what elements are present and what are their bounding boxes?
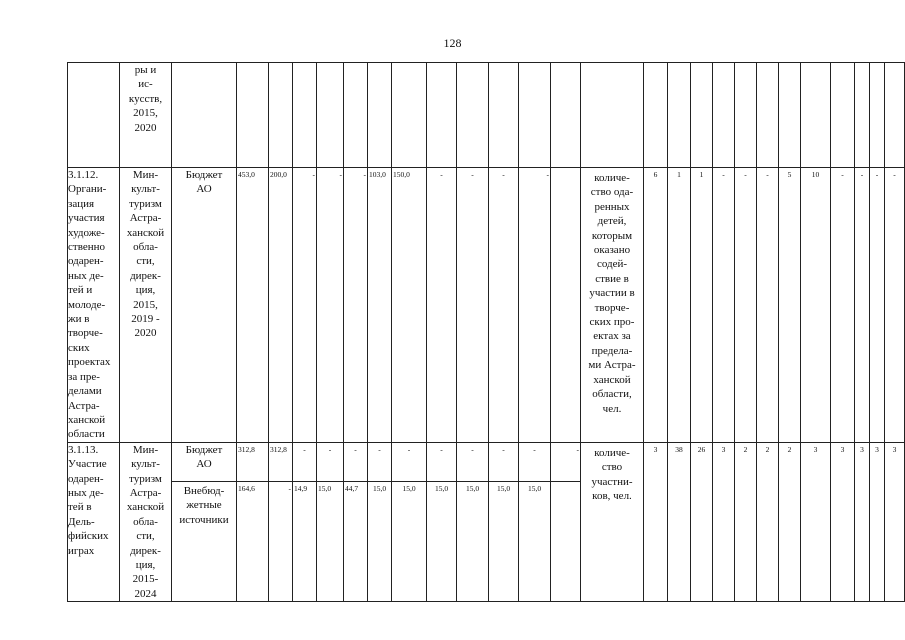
fin-value: - 44,7 [344, 442, 368, 601]
fin-cell [427, 63, 457, 168]
target-cell [779, 63, 801, 168]
fin-cell [368, 63, 392, 168]
program-table [67, 62, 905, 602]
table-row [68, 168, 905, 443]
measure-code-cell: 3.1.13. Участие одарен- ных де- тей в Дель- фийских играх [68, 442, 120, 601]
indicator-cell: количе- ство ода- ренных детей, которым оказано содей- ствие в участии в творче- ских про- ектах за предела- ми Астра- ханской области, чел. [581, 168, 644, 443]
fin-value: - 15,0 [368, 442, 392, 601]
target-cell [885, 63, 905, 168]
executor-cell: Мин- культ- туризм Астра- ханской обла- сти, дирек- ция, 2015, 2019 - 2020 [120, 168, 172, 443]
fin-value: - 15,0 [317, 442, 344, 601]
fin-cell [293, 63, 317, 168]
target-value: - [757, 168, 779, 443]
fin-value: 312,8 - [269, 442, 293, 601]
target-value: 3 [855, 442, 870, 601]
target-value: 3 [831, 442, 855, 601]
target-value: - [831, 168, 855, 443]
fin-value: - 15,0 [457, 442, 489, 601]
fin-value: - [457, 168, 489, 443]
target-cell [691, 63, 713, 168]
source-cell [172, 63, 237, 168]
target-cell [831, 63, 855, 168]
fin-value: 150,0 [392, 168, 427, 443]
target-value: 2 [779, 442, 801, 601]
target-value: - [735, 168, 757, 443]
fin-value: 312,8 164,6 [237, 442, 269, 601]
target-value: 26 [691, 442, 713, 601]
target-cell [870, 63, 885, 168]
fin-cell [392, 63, 427, 168]
target-value: - [713, 168, 735, 443]
table-row [68, 63, 905, 168]
fin-value: - 15,0 [489, 442, 519, 601]
target-value: 2 [757, 442, 779, 601]
target-value: 3 [713, 442, 735, 601]
executor-cell: ры и ис- кусств, 2015, 2020 [120, 63, 172, 168]
indicator-cell: количе- ство участни- ков, чел. [581, 442, 644, 601]
fin-cell [344, 63, 368, 168]
target-cell [668, 63, 691, 168]
fin-value: - [317, 168, 344, 443]
executor-cell: Мин- культ- туризм Астра- ханской обла- сти, дирек- ция, 2015- 2024 [120, 442, 172, 601]
fin-cell [551, 63, 581, 168]
fin-cell [489, 63, 519, 168]
fin-cell [457, 63, 489, 168]
fin-value: - 15,0 [427, 442, 457, 601]
target-value: 1 [691, 168, 713, 443]
fin-value [551, 168, 581, 443]
fin-cell [519, 63, 551, 168]
fin-value: - [344, 168, 368, 443]
source-cell: Бюджет АО [172, 168, 237, 443]
fin-value: - [489, 168, 519, 443]
target-value: - [855, 168, 870, 443]
fin-value: - [293, 168, 317, 443]
measure-code-cell [68, 63, 120, 168]
target-cell [757, 63, 779, 168]
fin-value: - [427, 168, 457, 443]
fin-value: 200,0 [269, 168, 293, 443]
fin-cell [237, 63, 269, 168]
target-value: 3 [801, 442, 831, 601]
target-value: 1 [668, 168, 691, 443]
target-value: 3 [644, 442, 668, 601]
target-value: 10 [801, 168, 831, 443]
target-value: 2 [735, 442, 757, 601]
source-cell: Бюджет АО Внебюд- жетные источники [172, 442, 237, 601]
target-value: 3 [885, 442, 905, 601]
target-cell [801, 63, 831, 168]
fin-value: - 15,0 [519, 442, 551, 601]
fin-value: - 15,0 [392, 442, 427, 601]
fin-value: 103,0 [368, 168, 392, 443]
target-cell [855, 63, 870, 168]
target-value: - [885, 168, 905, 443]
table-row [68, 442, 905, 601]
target-cell [644, 63, 668, 168]
target-value: 6 [644, 168, 668, 443]
target-value: - [870, 168, 885, 443]
fin-cell [269, 63, 293, 168]
fin-cell [317, 63, 344, 168]
page-number: 128 [443, 36, 462, 50]
fin-value: 453,0 [237, 168, 269, 443]
fin-value: - [551, 442, 581, 601]
target-value: 3 [870, 442, 885, 601]
target-cell [713, 63, 735, 168]
fin-value: - 14,9 [293, 442, 317, 601]
fin-value: - [519, 168, 551, 443]
measure-code-cell: 3.1.12. Органи- зация участия художе- ственно одарен- ных де- тей и молоде- жи в творче- ских проектах за пре- делами Астра- ханской области [68, 168, 120, 443]
target-value: 5 [779, 168, 801, 443]
indicator-cell [581, 63, 644, 168]
target-cell [735, 63, 757, 168]
target-value: 38 [668, 442, 691, 601]
